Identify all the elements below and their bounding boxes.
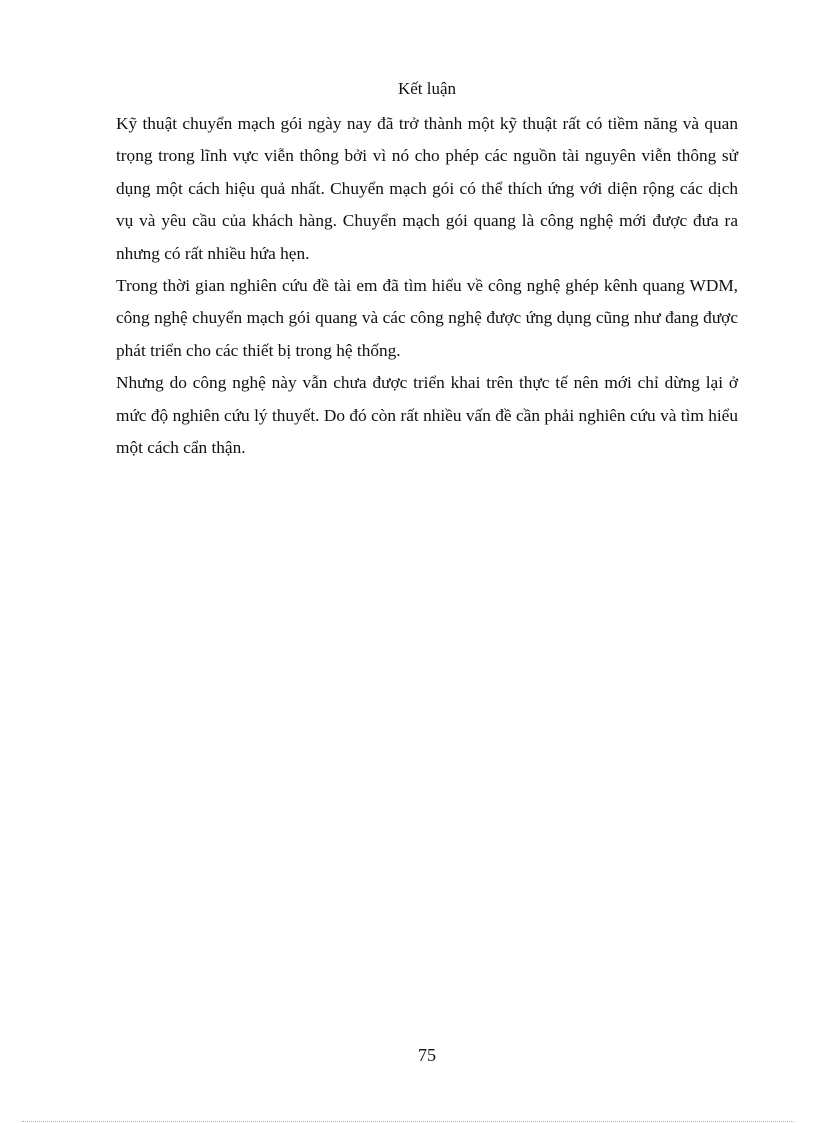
page-bottom-divider bbox=[22, 1121, 794, 1122]
paragraph-limitations: Nhưng do công nghệ này vẫn chưa được triển khai trên thực tế nên mới chỉ dừng lại ở mức độ nghiên cứu lý thuyết. Do đó còn rất nhiều vấn đề cần phải nghiên cứu và tìm hiểu một cách cẩn thận. bbox=[116, 373, 738, 458]
page-title: Kết luận bbox=[397, 79, 457, 98]
page-number: 75 bbox=[418, 1045, 436, 1065]
paragraph-research-scope: Trong thời gian nghiên cứu đề tài em đã tìm hiểu về công nghệ ghép kênh quang WDM, công nghệ chuyển mạch gói quang và các công nghệ được ứng dụng cũng như đang được phát triển cho các thiết bị trong hệ thống. bbox=[116, 276, 738, 360]
document-body bbox=[116, 108, 738, 464]
paragraph-conclusion-summary: Kỹ thuật chuyển mạch gói ngày nay đã trở thành một kỹ thuật rất có tiềm năng và quan trọng trong lĩnh vực viễn thông bởi vì nó cho phép các nguồn tài nguyên viễn thông sử dụng một cách hiệu quả nhất. Chuyển mạch gói có thể thích ứng với diện rộng các dịch vụ và yêu cầu của khách hàng. Chuyển mạch gói quang là công nghệ mới được đưa ra nhưng có rất nhiều hứa hẹn. bbox=[116, 114, 738, 263]
